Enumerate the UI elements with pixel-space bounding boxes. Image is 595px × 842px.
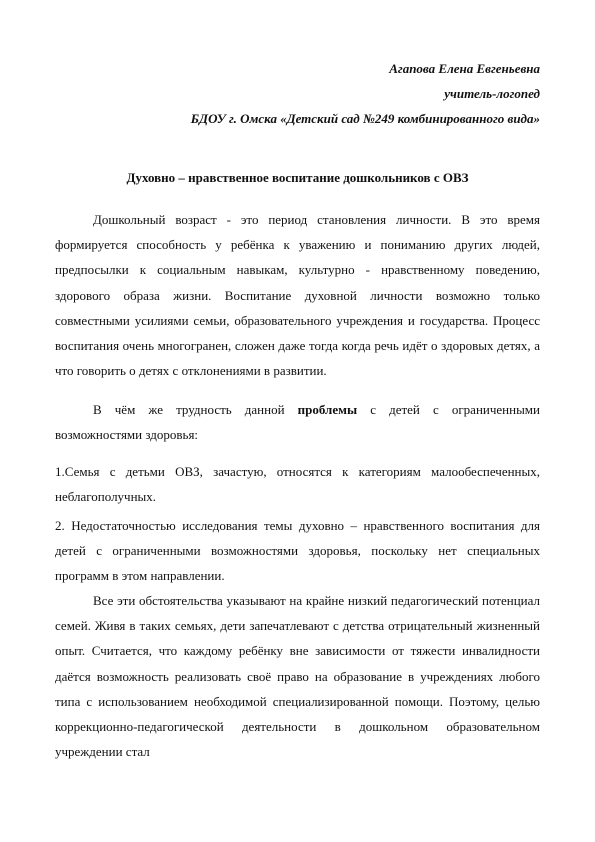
paragraph-problem-start: В чём же трудность данной: [93, 402, 298, 417]
author-name: Агапова Елена Евгеньевна: [389, 61, 540, 76]
list-item-1: 1.Семья с детьми ОВЗ, зачастую, относятся к категориям малообеспеченных, неблагополучных.: [55, 464, 540, 505]
paragraph-problem-end: с детей с ограниченными возможностями здоровья:: [55, 402, 540, 443]
problem-keyword: проблемы: [297, 402, 358, 417]
author-block: [191, 56, 540, 131]
author-institution: БДОУ г. Омска «Детский сад №249 комбинированного вида»: [190, 111, 540, 126]
author-position: учитель-логопед: [444, 86, 540, 101]
paragraph-circumstances: Все эти обстоятельства указывают на крайне низкий педагогический потенциал семей. Живя в таких семьях, дети запечатлевают с детства отрицательный жизненный опыт. Считается, что каждому ребёнку вне зависимости от тяжести инвалидности даётся возможность реализовать своё право на образование в учреждениях любого типа с использованием необходимой специализированной помощи. Поэтому, целью коррекционно-педагогической деятельности в дошкольном образовательном учреждении стал: [55, 593, 540, 760]
paragraph-problem: [55, 397, 540, 447]
list-item-2: 2. Недостаточностью исследования темы духовно – нравственного воспитания для детей с ограниченными возможностями здоровья, поскольку нет специальных программ в этом направлении.: [55, 518, 540, 584]
paragraph-intro: Дошкольный возраст - это период становления личности. В это время формируется способность у ребёнка к уважению и пониманию других людей, предпосылки к социальным навыкам, культурно - нравственному поведению, здорового образа жизни. Воспитание духовной личности возможно только совместными усилиями семьи, образовательного учреждения и государства. Процесс воспитания очень многогранен, сложен даже тогда когда речь идёт о здоровых детях, а что говорить о детях с отклонениями в развитии.: [55, 212, 540, 379]
document-title: Духовно – нравственное воспитание дошкольников с ОВЗ: [126, 170, 469, 185]
